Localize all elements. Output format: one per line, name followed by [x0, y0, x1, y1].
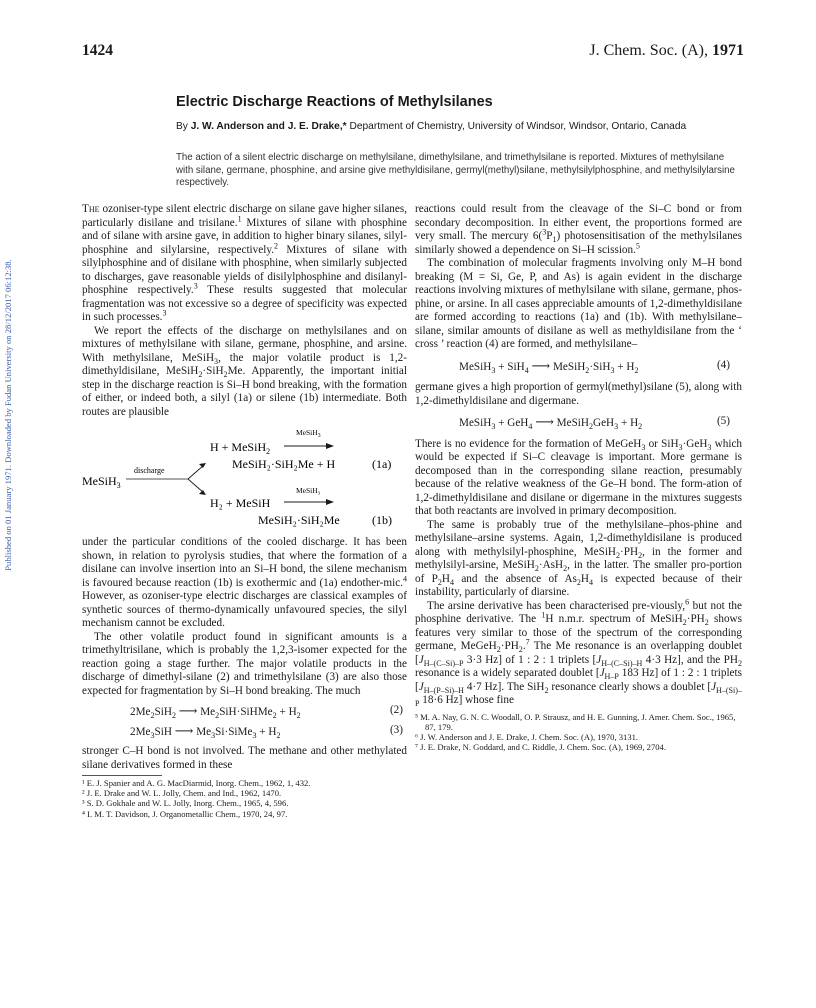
- download-notice: Published on 01 January 1971. Downloaded by Fudan University on 28/12/2017 06:12:38.: [3, 259, 13, 571]
- page-number: 1424: [82, 42, 113, 59]
- scheme-upper-reagent: MeSiH$_3$: [296, 428, 321, 439]
- footnotes-right: [415, 712, 742, 753]
- footnote: ⁶ J. W. Anderson and J. E. Drake, J. Chem. Soc. (A), 1970, 3131.: [415, 731, 639, 742]
- download-watermark: [0, 205, 18, 625]
- affiliation: Department of Chemistry, University of Windsor, Windsor, Ontario, Canada: [349, 121, 687, 132]
- equation-5: MeSiH$_3$ + GeH$_4$ ⟶ MeSiH$_2$GeH$_3$ + $H_2$ (5): [415, 415, 742, 431]
- scheme-lower-arrow-head: [326, 499, 334, 505]
- author-names: J. W. Anderson and J. E. Drake,*: [190, 121, 347, 132]
- reaction-scheme-1: [82, 421, 407, 536]
- equation-2-label: (2): [389, 704, 403, 716]
- paragraph: The ozoniser-type silent electric discharge on silane gave higher silanes, particularly disilane and trisilane.$^1$ Mixtures of silane with phosphine and of silane with arsine gave, in addition to higher binary silanes, silyl-phosphine and silylarsine, respectively.$^2$ Mixtures of silane with silylphosphine and of disilane with phosphine, when similarly subjected to discharges, gave reasonable yields of disilylphosphine and disilanyl-phosphine respectively.$^3$ These results suggested that molecular fragmentation was not excessive so a degree of specificity was expected in such processes.$^3$: [82, 203, 407, 323]
- footnote: ³ S. D. Gokhale and W. L. Jolly, Inorg. Chem., 1965, 4, 596.: [82, 798, 289, 809]
- authors-prefix: By: [176, 121, 188, 132]
- paragraph: stronger C–H bond is not involved. The methane and other methylated silane derivatives formed in these: [82, 745, 407, 771]
- journal-header: [589, 42, 744, 60]
- article-title: Electric Discharge Reactions of Methylsilanes: [176, 94, 493, 110]
- equation-4-label: (4): [716, 358, 730, 371]
- paragraph: reactions could result from the cleavage of the Si–C bond or from secondary decomposition. In either event, the proportions formed are very small. The mercury $6(^3P_1)$ photosensitisation of the methylsilanes similarly showed a dependence on Si–H scission.$^5$: [415, 203, 742, 256]
- scheme-upper-arrow-head: [326, 443, 334, 449]
- scheme-lower-reagent: MeSiH₃: [296, 486, 321, 495]
- scheme-upper-final: MeSiH₂·SiH₂Me + H: [232, 457, 336, 471]
- scheme-lower-final: MeSiH₂·SiH₂Me: [258, 513, 340, 527]
- paragraph: under the particular conditions of the cooled discharge. It has been shown, in relation to pyrolysis studies, that where the formation of a disilane can involve insertion into an Si–H bond, the silene mechanism is favoured because reaction (1b) is exothermic and (1a) endother-mic.$^4$ However, as ozoniser-type electric discharges are classical examples of synthetic sources of thermo-dynamically unfavoured species, the silyl mechanism cannot be excluded.: [82, 536, 407, 629]
- paragraph: The same is probably true of the methylsilane–phos-phine and methylsilane–arsine systems. Again, 1,2-dimethyldisilane is produced along with methylsilyl-phosphine, $MeSiH_2\cdot PH_2$, in the former and methylsilyl-arsine, MeSiH$_2$·AsH$_2$, in the latter. The smaller pro-portion of $P_2H_4$ and the absence of $As_2H_4$ is expected because of their instability, particularly of diarsine.: [415, 518, 742, 598]
- equation-2: $2Me_2SiH_2$ ⟶ $Me_2SiH\cdot SiHMe_2 + H_2$ (2): [82, 704, 407, 720]
- paragraph: The arsine derivative has been characterised pre-viously,$^6$ but not the phosphine derivative. The $^1$H n.m.r. spectrum of $MeSiH_2\cdot PH_2$ shows features very similar to those of the spectrum of the corresponding germane, $MeGeH_2\cdot PH_2.^7$ The Me resonance is an overlapping doublet [$J_{H-(C-Si)-P}$ 3·3 Hz] of 1 : 2 : 1 triplets [$J_{H-(C-Si)-H}$ 4·3 Hz], and the $PH_2$ resonance is a widely separated doublet [$J_{H-P}$ 183 Hz] of 1 : 2 : 1 triplets [$J_{H-(P-Si)-H}$ 4·7 Hz]. The SiH$_2$ resonance clearly shows a doublet [$J_{H-(Si)-P}$ 18·6 Hz] whose fine: [415, 596, 742, 709]
- footnote: ² J. E. Drake and W. L. Jolly, Chem. and Ind., 1962, 1470.: [82, 788, 282, 799]
- paragraph: There is no evidence for the formation of MeGeH$_3$ or SiH$_3$·GeH$_3$ which would be expected if Si–C cleavage is important. More germane is decomposed than in the corresponding silane reaction, presumably because of the relative weakness of the Ge–H bond. The form-ation of 1,2-dimethyldisilane and disilane or digermane in the mixtures suggests that both reactants are involved in primary decomposition.: [415, 437, 743, 517]
- paragraph: We report the effects of the discharge on methylsilanes and on mixtures of methylsilane with silane, germane, phosphine, and arsine. With methylsilane, MeSiH$_3$, the major volatile product is 1,2-dimethyldisilane, MeSiH$_2$·SiH$_2$Me. Apparently, the important initial step in the discharge reaction is Si–H bond breaking, with the formation of either, or indeed both, a silyl (1a) or silene (1b) intermediate. Both routes are plausible: [82, 324, 407, 418]
- footnote: ⁴ I. M. T. Davidson, J. Organometallic Chem., 1970, 24, 97.: [82, 808, 288, 819]
- equation-5-label: (5): [716, 415, 730, 427]
- scheme-arrow-down: [188, 479, 204, 493]
- scheme-label-1b: (1b): [372, 513, 392, 527]
- scheme-label-1a: (1a): [372, 457, 392, 471]
- equation-3: $2Me_3SiH$ ⟶ $Me_3Si\cdot SiMe_3 + H_2$ (3): [82, 724, 407, 740]
- footnote-rule: [82, 775, 162, 776]
- authors-line: [176, 120, 744, 133]
- abstract: The action of a silent electric discharge on methylsilane, dimethylsilane, and trimethylsilane is reported. Mixtures of methylsilane with silane, germane, phosphine, and arsine give methyldisilane, germyl(methyl)silane, methylsilylphosphine, and methylsilylarsine respectively.: [176, 152, 735, 188]
- scheme-upper-product: H + MeSiH$_2$: [210, 440, 271, 456]
- scheme-arrow-down-head: [199, 490, 206, 495]
- equation-3-label: (3): [389, 723, 403, 736]
- footnote: ⁵ M. A. Nay, G. N. C. Woodall, O. P. Strausz, and H. E. Gunning, J. Amer. Chem. Soc., 1965, 87, 179.: [415, 711, 736, 732]
- footnotes-left: [82, 778, 407, 819]
- right-column: [415, 203, 742, 752]
- paragraph: The combination of molecular fragments involving only M–H bond breaking (M = Si, Ge, P, and As) is again evident in the discharge reactions involving mixtures of methylsilane with silane, germane, phos-phine, or arsine. In all cases appreciable amounts of 1,2-dimethyldisilane are formed according to reactions (1a) and (1b). With methylsilane–silane, similar amounts of disilane as well as methyldisilane from the ‘ cross ’ reaction (4) are formed, and methylsilane–: [415, 257, 742, 350]
- left-column: [82, 203, 407, 819]
- journal-name: J. Chem. Soc. (A),: [589, 42, 708, 59]
- paragraph: The other volatile product found in significant amounts is a trimethyltrisilane, which is probably the 1,2,3-isomer expected for the reaction going a stage further. The major volatile products in the discharge of dimethyl-silane (2) and trimethylsilane (3) are also those expected for fragmentation by Si–H bond breaking. The much: [82, 630, 407, 697]
- paragraph: germane gives a high proportion of germyl(methyl)silane (5), along with 1,2-dimethyldisilane and digermane.: [415, 381, 742, 407]
- footnote: ⁷ J. E. Drake, N. Goddard, and C. Riddle, J. Chem. Soc. (A), 1969, 2704.: [415, 742, 666, 753]
- scheme-lower-product: H₂ + MeSiH: [210, 496, 271, 510]
- equation-4: MeSiH$_3$ + SiH$_4$ ⟶ MeSiH$_2$·SiH$_3$ + $H_2$ (4): [415, 359, 742, 375]
- scheme-arrow-label: discharge: [134, 466, 165, 475]
- scheme-arrow-up-head: [199, 463, 206, 468]
- scheme-arrow-up: [188, 465, 204, 479]
- footnote: ¹ E. J. Spanier and A. G. MacDiarmid, Inorg. Chem., 1962, 1, 432.: [82, 778, 311, 788]
- journal-year: 1971: [712, 42, 744, 59]
- scheme-reactant: MeSiH$_3$: [82, 474, 121, 490]
